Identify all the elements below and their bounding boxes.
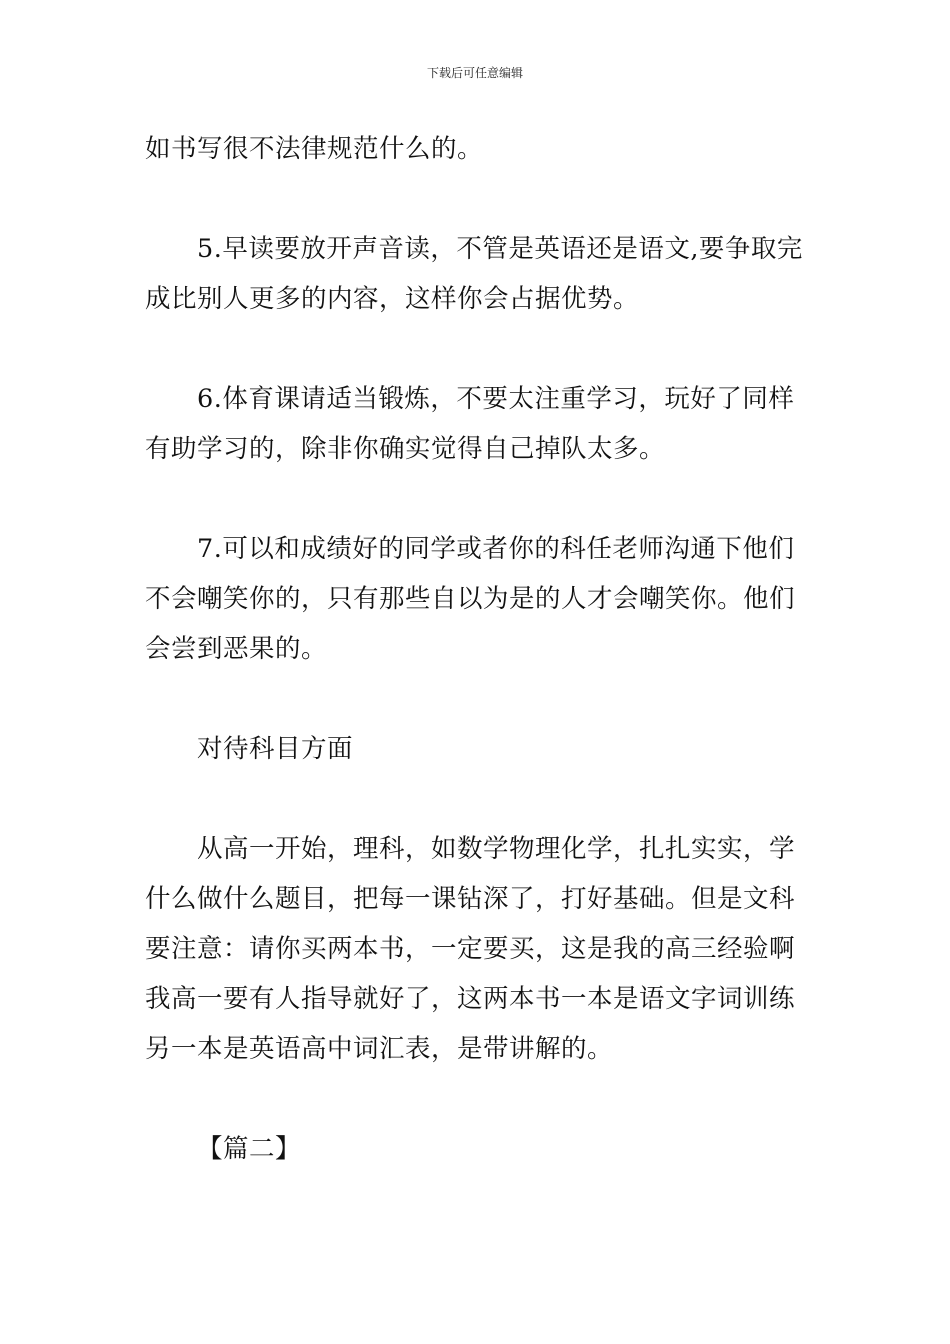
- paragraph-5: 从高一开始，理科，如数学物理化学，扎扎实实，学什么做什么题目，把每一课钻深了，打好基础。但是文科要注意：请你买两本书，一定要买，这是我的高三经验啊我高一要有人指导就好了，这两本书一本是语文字词训练另一本是英语高中词汇表，是带讲解的。: [145, 834, 796, 1064]
- paragraph-gap: [145, 674, 815, 724]
- paragraph-3: 6.体育课请适当锻炼，不要太注重学习，玩好了同样有助学习的，除非你确实觉得自己掉队太多。: [145, 384, 795, 464]
- paragraph-gap: [145, 474, 815, 524]
- paragraph-gap: [145, 324, 815, 374]
- paragraph-gap: [145, 774, 815, 824]
- document-body: [145, 124, 815, 1174]
- paragraph-1: 如书写很不法律规范什么的。: [145, 134, 484, 164]
- paragraph-2: 5.早读要放开声音读，不管是英语还是语文,要争取完成比别人更多的内容，这样你会占据优势。: [145, 234, 803, 314]
- paragraph-gap: [145, 1074, 815, 1124]
- paragraph-4: 7.可以和成绩好的同学或者你的科任老师沟通下他们不会嘲笑你的，只有那些自以为是的人才会嘲笑你。他们会尝到恶果的。: [145, 534, 796, 664]
- paragraph-gap: [145, 174, 815, 224]
- section-heading: 对待科目方面: [197, 734, 354, 764]
- page-header: 下载后可任意编辑: [426, 66, 523, 80]
- chapter-marker: 【篇二】: [197, 1134, 302, 1164]
